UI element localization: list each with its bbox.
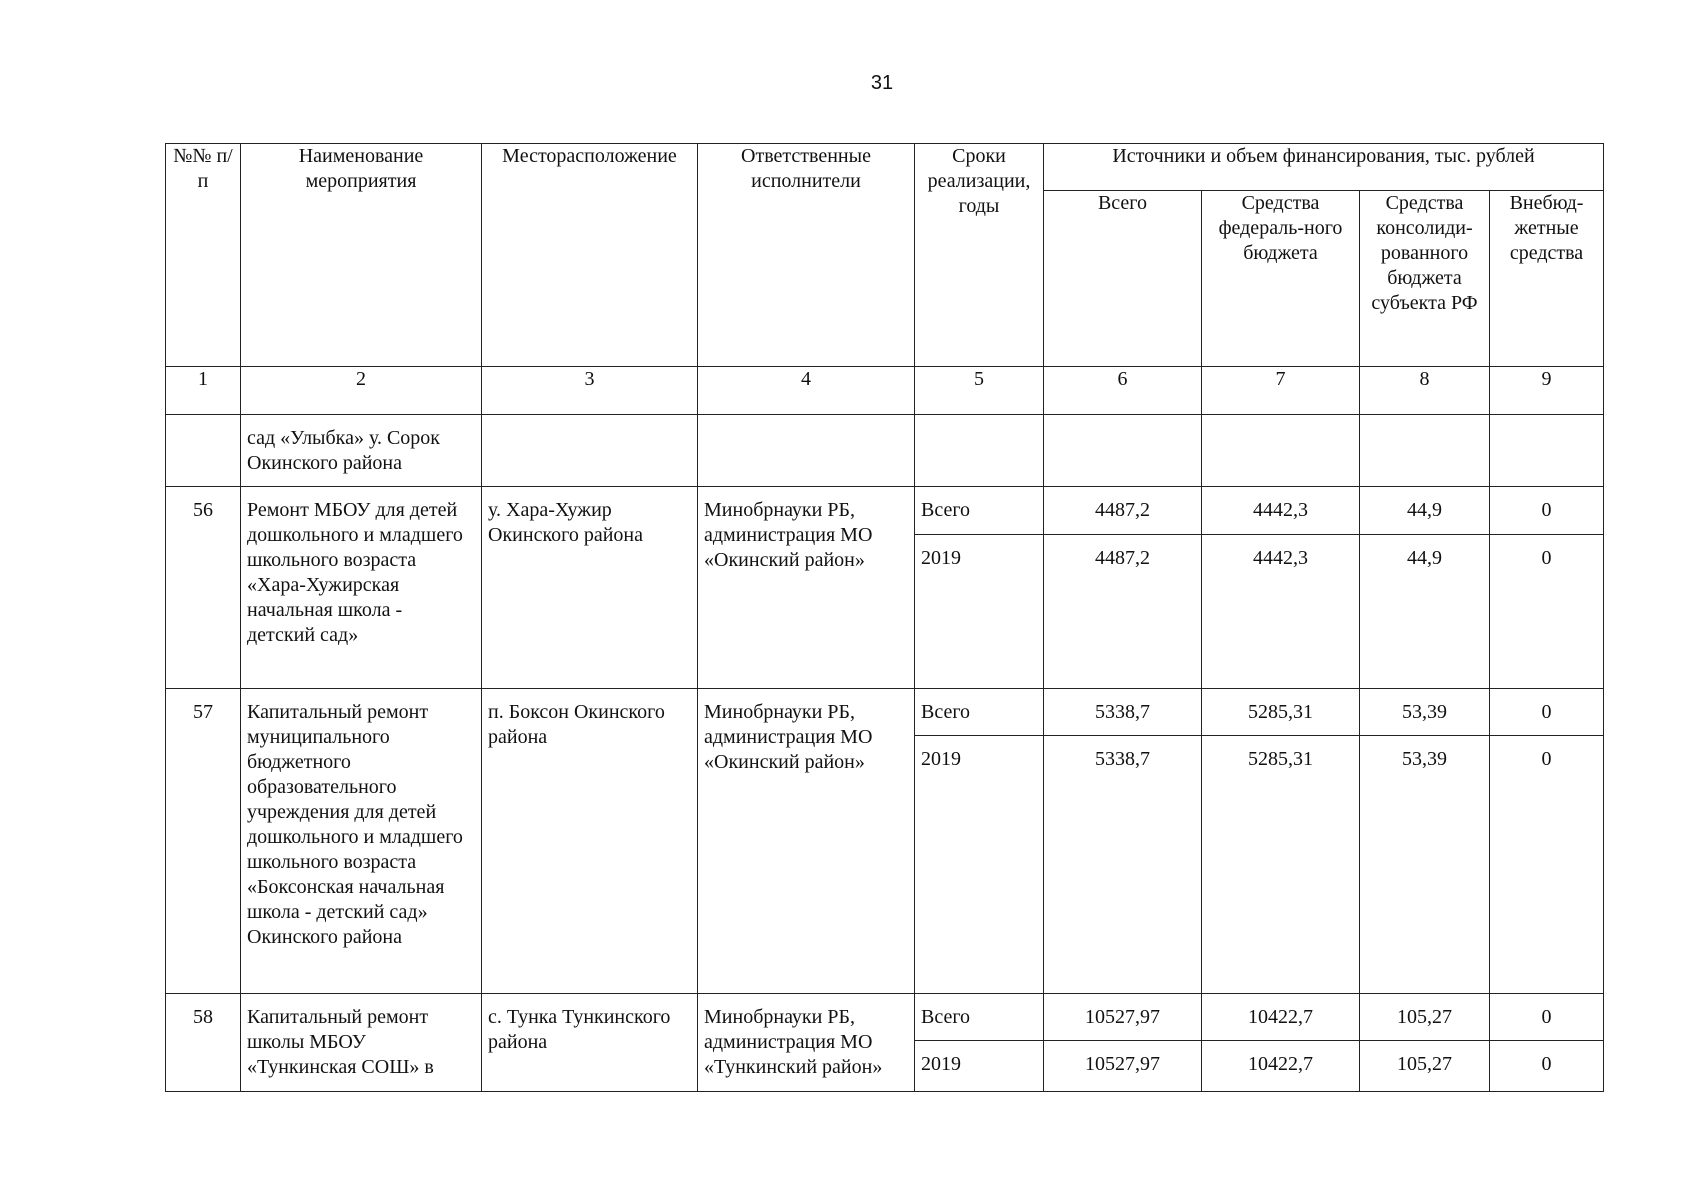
- column-index: 8: [1360, 367, 1490, 415]
- row-location: п. Боксон Окинского района: [482, 689, 698, 994]
- header-num: №№ п/п: [166, 144, 241, 367]
- row-period: 2019: [915, 1041, 1044, 1092]
- row-regional: 53,39: [1360, 689, 1490, 736]
- row-num: 57: [166, 689, 241, 994]
- row-federal: 5285,31: [1202, 689, 1360, 736]
- column-index: 3: [482, 367, 698, 415]
- row-period: 2019: [915, 535, 1044, 689]
- row-total: 4487,2: [1044, 487, 1202, 535]
- column-index: 4: [698, 367, 915, 415]
- row-extra: 0: [1490, 487, 1604, 535]
- row-regional: 44,9: [1360, 487, 1490, 535]
- row-federal: 4442,3: [1202, 535, 1360, 689]
- row-federal: 4442,3: [1202, 487, 1360, 535]
- column-index: 2: [241, 367, 482, 415]
- header-federal: Средства федераль-ного бюджета: [1202, 191, 1360, 367]
- row-num: 56: [166, 487, 241, 689]
- row-period: Всего: [915, 689, 1044, 736]
- row-responsible: Минобрнауки РБ, администрация МО «Тункинский район»: [698, 994, 915, 1092]
- row-federal: 5285,31: [1202, 736, 1360, 994]
- row-total: 10527,97: [1044, 994, 1202, 1041]
- column-index: 7: [1202, 367, 1360, 415]
- column-index: 9: [1490, 367, 1604, 415]
- row-num: 58: [166, 994, 241, 1092]
- table-row: [166, 487, 1604, 535]
- header-location: Месторасположение: [482, 144, 698, 367]
- row-extra: 0: [1490, 689, 1604, 736]
- table-row: [166, 994, 1604, 1041]
- row-regional: 44,9: [1360, 535, 1490, 689]
- row-regional: 105,27: [1360, 1041, 1490, 1092]
- column-index: 5: [915, 367, 1044, 415]
- row-name: Ремонт МБОУ для детей дошкольного и младшего школьного возраста «Хара-Хужирская начальная школа - детский сад»: [241, 487, 482, 689]
- row-total: 5338,7: [1044, 736, 1202, 994]
- row-extra: 0: [1490, 994, 1604, 1041]
- row-period: Всего: [915, 487, 1044, 535]
- row-location: у. Хара-Хужир Окинского района: [482, 487, 698, 689]
- column-index-row: [166, 367, 1604, 415]
- header-row-1: [166, 144, 1604, 191]
- row-extra: 0: [1490, 736, 1604, 994]
- header-period: Сроки реализации, годы: [915, 144, 1044, 367]
- row-total: 10527,97: [1044, 1041, 1202, 1092]
- table-row: [166, 689, 1604, 736]
- continuation-row: [166, 415, 1604, 487]
- header-responsible: Ответственные исполнители: [698, 144, 915, 367]
- row-period: 2019: [915, 736, 1044, 994]
- funding-table: [165, 143, 1604, 1092]
- column-index: 6: [1044, 367, 1202, 415]
- header-regional: Средства консолиди-рованного бюджета субъекта РФ: [1360, 191, 1490, 367]
- header-funding-group: Источники и объем финансирования, тыс. рублей: [1044, 144, 1604, 191]
- row-name: Капитальный ремонт школы МБОУ «Тункинская СОШ» в: [241, 994, 482, 1092]
- row-total: 4487,2: [1044, 535, 1202, 689]
- row-total: 5338,7: [1044, 689, 1202, 736]
- row-regional: 53,39: [1360, 736, 1490, 994]
- header-total: Всего: [1044, 191, 1202, 367]
- row-federal: 10422,7: [1202, 1041, 1360, 1092]
- row-responsible: Минобрнауки РБ, администрация МО «Окинский район»: [698, 487, 915, 689]
- continuation-name: сад «Улыбка» у. Сорок Окинского района: [241, 415, 482, 487]
- column-index: 1: [166, 367, 241, 415]
- row-regional: 105,27: [1360, 994, 1490, 1041]
- header-name: Наименование мероприятия: [241, 144, 482, 367]
- row-extra: 0: [1490, 1041, 1604, 1092]
- header-extra: Внебюд-жетные средства: [1490, 191, 1604, 367]
- page-number: 31: [870, 72, 894, 94]
- row-extra: 0: [1490, 535, 1604, 689]
- row-federal: 10422,7: [1202, 994, 1360, 1041]
- row-name: Капитальный ремонт муниципального бюджетного образовательного учреждения для детей дошкольного и младшего школьного возраста «Боксонская начальная школа - детский сад» Окинского района: [241, 689, 482, 994]
- row-period: Всего: [915, 994, 1044, 1041]
- row-responsible: Минобрнауки РБ, администрация МО «Окинский район»: [698, 689, 915, 994]
- row-location: с. Тунка Тункинского района: [482, 994, 698, 1092]
